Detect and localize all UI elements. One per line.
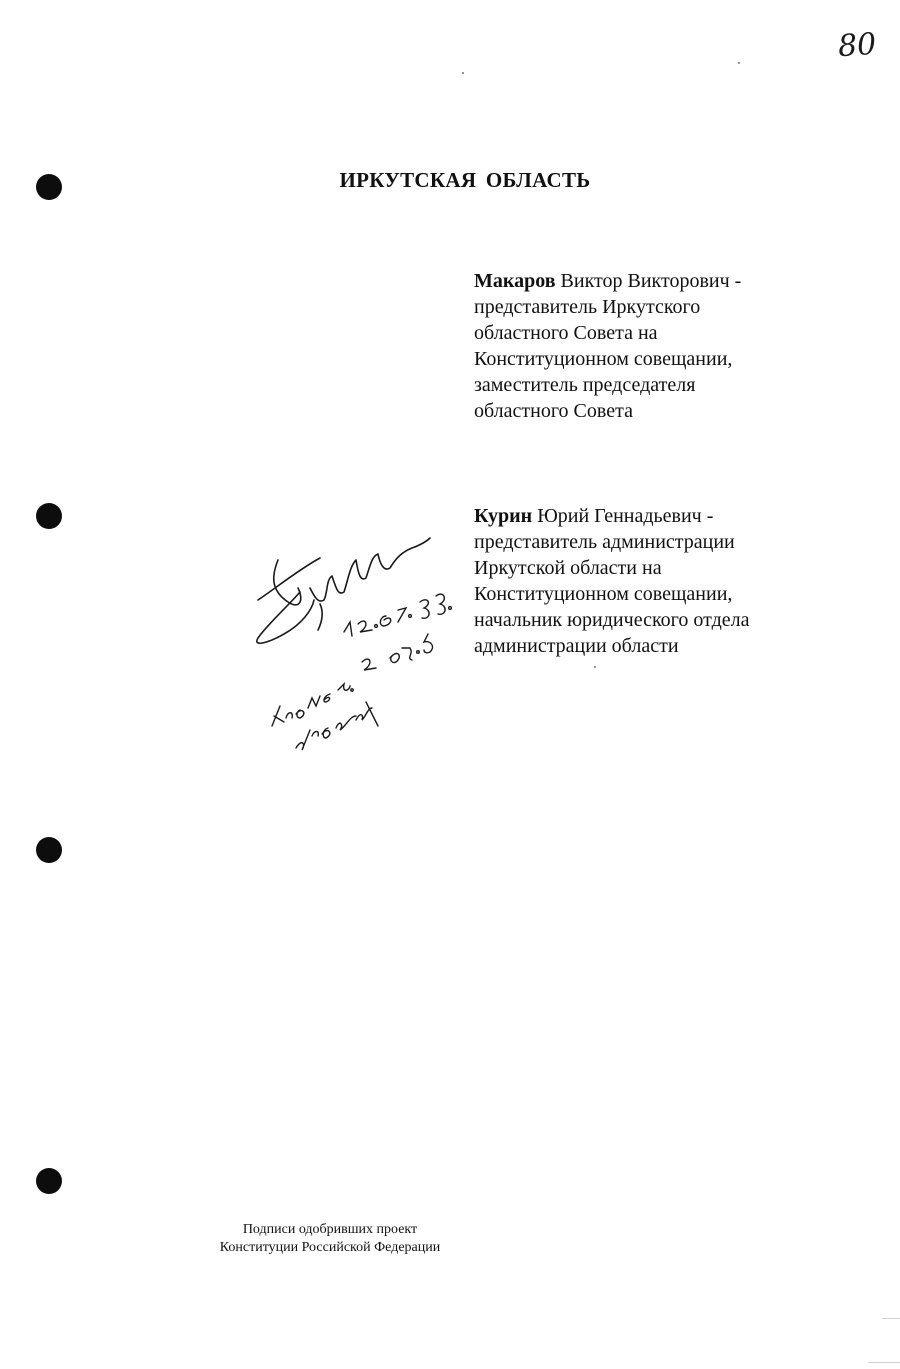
page-number: 80 (836, 26, 878, 65)
person-makarov (474, 268, 804, 424)
person-name-line (474, 268, 804, 294)
scan-speck (738, 62, 740, 64)
person-description-line: представитель Иркутского (474, 296, 701, 318)
punch-hole (36, 1168, 62, 1194)
handwritten-signature (240, 530, 480, 770)
person-kurin (474, 503, 804, 659)
footer-line-1: Подписи одобривших проект (242, 1222, 418, 1237)
person-description-line: начальник юридического отдела (474, 609, 750, 631)
person-surname: Курин (474, 505, 533, 527)
person-name-line (474, 503, 804, 529)
person-description-line: представитель администрации (474, 531, 735, 553)
scan-speck (462, 72, 464, 74)
person-description-line: Конституционном совещании, (474, 348, 733, 370)
scan-edge-line (868, 1362, 900, 1363)
person-surname: Макаров (474, 270, 556, 292)
person-description-line: администрации области (474, 635, 679, 657)
scan-speck (594, 666, 596, 668)
person-description-line: областного Совета на (474, 322, 658, 344)
footer-line-2: Конституции Российской Федерации (219, 1240, 441, 1255)
person-description-line: областного Совета (474, 400, 633, 422)
region-title: ИРКУТСКАЯ ОБЛАСТЬ (339, 168, 591, 192)
punch-hole (36, 837, 62, 863)
document-footer (170, 1221, 490, 1257)
person-description-line: заместитель председателя (474, 374, 696, 396)
person-name-rest: Виктор Викторович - (555, 270, 742, 292)
punch-hole (36, 503, 62, 529)
person-description-line: Иркутской области на (474, 557, 662, 579)
person-description-line: Конституционном совещании, (474, 583, 733, 605)
person-name-rest: Юрий Геннадьевич - (532, 505, 714, 527)
scan-edge-line (882, 1318, 900, 1319)
